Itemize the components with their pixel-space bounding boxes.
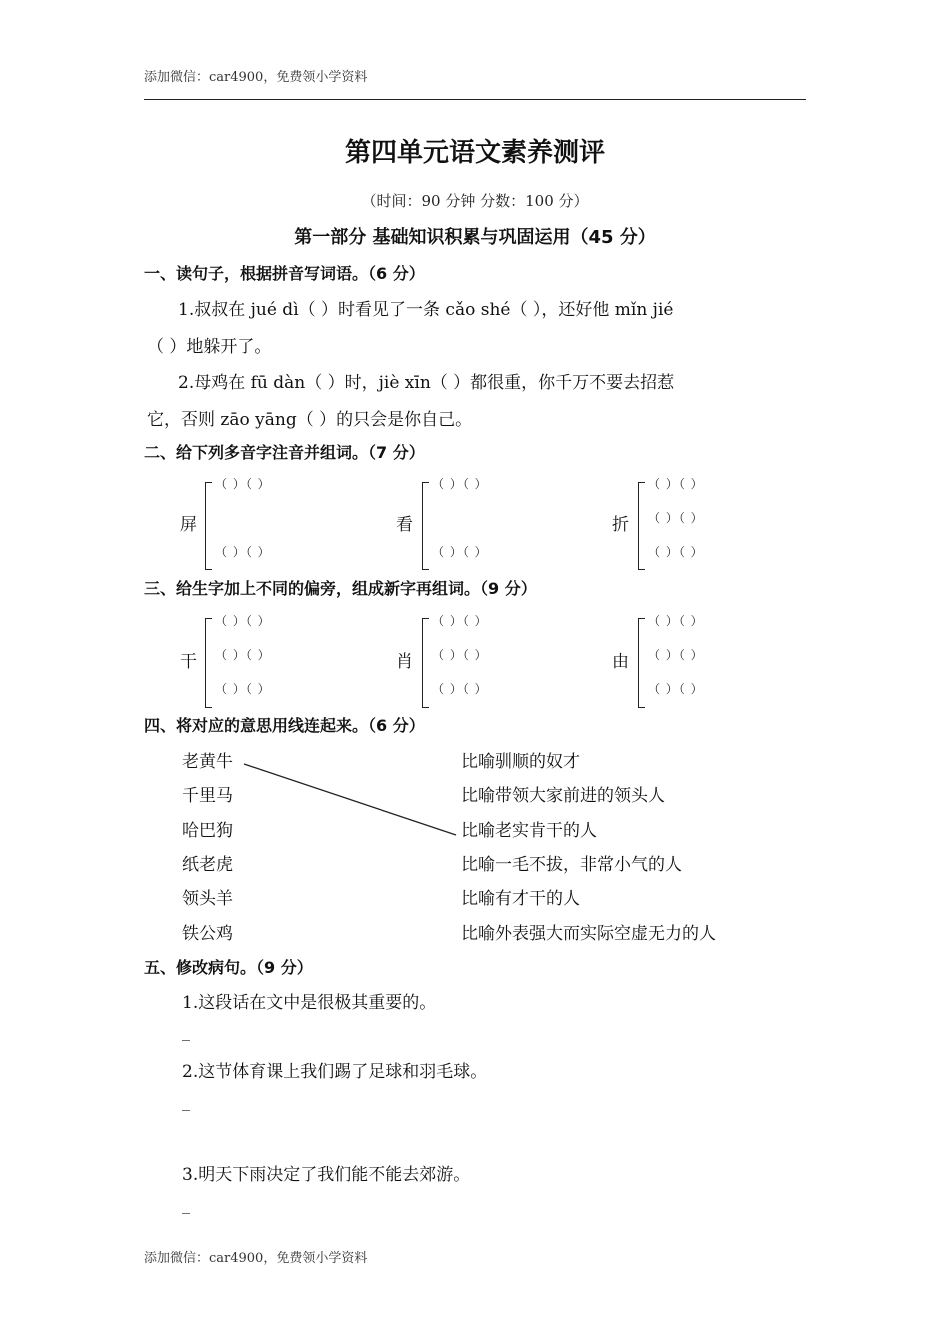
match-left-item: 铁公鸡	[182, 924, 233, 944]
match-left-item: 哈巴狗	[182, 821, 233, 841]
match-right-item: 比喻有才干的人	[461, 889, 580, 909]
exam-info: （时间：90 分钟 分数：100 分）	[361, 192, 589, 210]
s2-paren-3b: （ ）（ ）	[648, 511, 704, 525]
s5-question-1: 1.这段话在文中是很极其重要的。	[182, 993, 437, 1013]
s1-line-1: 1.叔叔在 jué dì（ ）时看见了一条 cǎo shé（ ），还好他 mǐn jié	[178, 300, 674, 320]
s3-char-3: 由	[612, 652, 629, 672]
match-right-item: 比喻外表强大而实际空虚无力的人	[461, 924, 716, 944]
page-footer: 添加微信：car4900，免费领小学资料	[144, 1251, 368, 1266]
s3-paren-2a: （ ）（ ）	[432, 614, 488, 628]
section-4-heading: 四、将对应的意思用线连起来。（6 分）	[144, 716, 425, 735]
part-heading: 第一部分 基础知识积累与巩固运用（45 分）	[294, 227, 656, 248]
s3-paren-3b: （ ）（ ）	[648, 648, 704, 662]
s3-paren-1c: （ ）（ ）	[215, 682, 271, 696]
s1-line-4: 它，否则 zāo yāng（ ）的只会是你自己。	[147, 410, 473, 430]
s3-char-1: 干	[180, 652, 197, 672]
match-left-item: 纸老虎	[182, 855, 233, 875]
s1-line-2: （ ）地躲开了。	[147, 337, 272, 357]
s2-char-3: 折	[612, 515, 629, 535]
s5-answer-1[interactable]: _	[182, 1022, 190, 1041]
s3-paren-1a: （ ）（ ）	[215, 614, 271, 628]
s3-char-2: 肖	[396, 652, 413, 672]
section-3-heading: 三、给生字加上不同的偏旁，组成新字再组词。（9 分）	[144, 579, 537, 598]
section-2-heading: 二、给下列多音字注音并组词。（7 分）	[144, 443, 425, 462]
s2-char-2: 看	[396, 515, 413, 535]
s2-paren-1a: （ ）（ ）	[215, 477, 271, 491]
s2-char-1: 屏	[180, 515, 197, 535]
s5-question-2: 2.这节体育课上我们踢了足球和羽毛球。	[182, 1062, 488, 1082]
s3-paren-2c: （ ）（ ）	[432, 682, 488, 696]
match-left-item: 领头羊	[182, 889, 233, 909]
s5-answer-2[interactable]: _	[182, 1092, 190, 1111]
match-left-item: 千里马	[182, 786, 233, 806]
section-5-heading: 五、修改病句。（9 分）	[144, 958, 313, 977]
s2-paren-2a: （ ）（ ）	[432, 477, 488, 491]
s5-question-3: 3.明天下雨决定了我们能不能去郊游。	[182, 1165, 471, 1185]
s3-paren-3a: （ ）（ ）	[648, 614, 704, 628]
s2-paren-2b: （ ）（ ）	[432, 545, 488, 559]
match-left-item: 老黄牛	[182, 752, 233, 772]
s2-paren-1b: （ ）（ ）	[215, 545, 271, 559]
s3-paren-3c: （ ）（ ）	[648, 682, 704, 696]
s3-paren-1b: （ ）（ ）	[215, 648, 271, 662]
match-right-item: 比喻带领大家前进的领头人	[461, 786, 665, 806]
page-header: 添加微信：car4900，免费领小学资料	[144, 70, 368, 85]
s2-paren-3c: （ ）（ ）	[648, 545, 704, 559]
match-right-item: 比喻老实肯干的人	[461, 821, 597, 841]
match-right-item: 比喻驯顺的奴才	[461, 752, 580, 772]
page-title: 第四单元语文素养测评	[344, 138, 605, 168]
s5-answer-3[interactable]: _	[182, 1195, 190, 1214]
match-right-item: 比喻一毛不拔，非常小气的人	[461, 855, 682, 875]
section-1-heading: 一、读句子，根据拼音写词语。（6 分）	[144, 264, 425, 283]
s3-paren-2b: （ ）（ ）	[432, 648, 488, 662]
s2-paren-3a: （ ）（ ）	[648, 477, 704, 491]
s1-line-3: 2.母鸡在 fū dàn（ ）时，jiè xīn（ ）都很重，你千万不要去招惹	[178, 373, 675, 393]
